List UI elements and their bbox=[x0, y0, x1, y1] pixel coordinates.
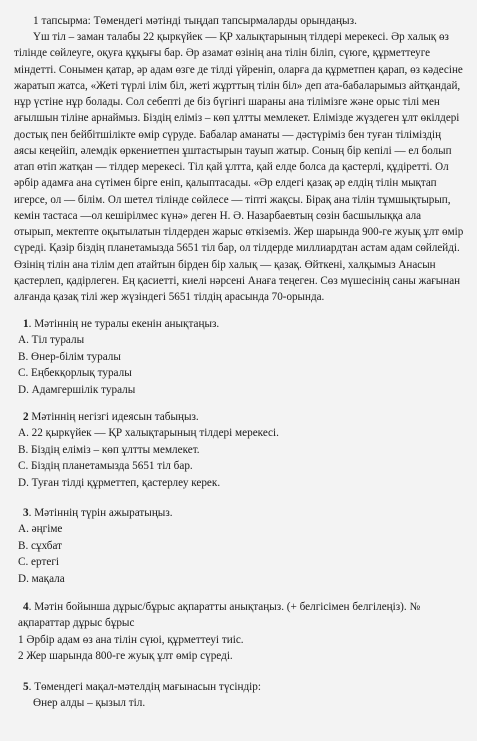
answer-option-c: C. Еңбекқорлық туралы bbox=[18, 367, 132, 379]
passage-line: аясы кеңейіп, әлемдік өркениетпен ұштастырын тауып жатыр. Соның бір кепілі — ел болып bbox=[14, 144, 452, 157]
question-title bbox=[18, 599, 420, 615]
answer-option-c: C. Біздің планетамызда 5651 тіл бар. bbox=[18, 460, 193, 472]
question-text: Мәтіннің негізгі идеясын табыңыз. bbox=[28, 411, 199, 423]
passage-line: алғанда қазақ тілі жер жүзіндегі 5651 тілдің арасында 70-орында. bbox=[14, 291, 325, 304]
question-number: 5 bbox=[23, 681, 29, 693]
question-title bbox=[18, 505, 173, 521]
question-3 bbox=[18, 505, 173, 587]
question-title bbox=[18, 679, 261, 695]
question-title bbox=[18, 409, 279, 425]
passage-line: достық пен бейбітшілікте өмір сүруде. Бабалар аманаты — дәстүріміз бен туған тіліміздің bbox=[14, 128, 442, 141]
answer-option-d: D. мақала bbox=[18, 572, 65, 585]
passage-line: кемін тастаса —ол кешірілмес күнә» деген Н. Ә. Назарбаевтың сөзін басшылыққа ала bbox=[14, 209, 422, 222]
answer-option-a: A. Тіл туралы bbox=[18, 334, 85, 346]
passage-text bbox=[0, 29, 477, 306]
passage-line: тілінде сөйлеуге, оқуға құқығы бар. Әр азамат өзінің ана тілін біліп, сүюге, құрметтеуге bbox=[14, 47, 431, 60]
answer-option-a: A. 22 қыркүйек — ҚР халықтарының тілдері мерекесі. bbox=[18, 427, 279, 439]
answer-option-b: B. сұхбат bbox=[18, 539, 63, 552]
answer-option-c: C. ертегі bbox=[18, 556, 60, 568]
question-title bbox=[18, 316, 219, 332]
passage-line: міндетті. Сонымен қатар, әр адам өзге де тілді үйреніп, оларға да құрметпен қарап, өз кәдесіне bbox=[14, 63, 463, 76]
question-text: . Төмендегі мақал-мәтелдің мағынасын түсіндір: bbox=[28, 681, 261, 693]
question-number: 2 bbox=[23, 411, 29, 423]
proverb-text: Өнер алды – қызыл тіл. bbox=[33, 697, 146, 709]
passage-line: әрбір адамға ана сүтімен бірге еніп, қалыптасады. «Әр елдегі қазақ әр елдің тілін мықтап bbox=[14, 177, 437, 190]
passage-line: Өзінің тілін ана тілім деп атайтын бірден бір халық — қазақ. Өйткені, халқымыз Анасын bbox=[14, 258, 436, 271]
question-number: 4 bbox=[23, 601, 29, 613]
answer-option-b: B. Біздің еліміз – көп ұлтты мемлекет. bbox=[18, 443, 200, 456]
question-subtitle: ақпараттар дұрыс бұрыс bbox=[18, 617, 135, 629]
answer-option-d: D. Адамгершілік туралы bbox=[18, 383, 136, 396]
task-title: 1 тапсырма: Төмендегі мәтінді тыңдап тапсырмаларды орындаңыз. bbox=[33, 15, 357, 27]
passage-line: ағылшын тіліне арнаймыз. Біздің еліміз – көп ұлтты мемлекет. Елімізде жүздеген ұлт өкілдері bbox=[14, 112, 460, 125]
passage-line: отырып, мектепте оқытылатын тілдерден жарыс өткіземіз. Жер шарында 900-ге жуық ұлт өмір bbox=[14, 226, 464, 239]
question-2 bbox=[18, 409, 279, 491]
true-false-statement: 2 Жер шарында 800-ге жуық ұлт өмір сүреді. bbox=[18, 650, 233, 662]
passage-line: Үш тіл – заман талабы 22 қыркүйек — ҚР халықтарының тілдері мерекесі. Әр халық өз bbox=[33, 31, 449, 43]
question-4 bbox=[18, 599, 420, 665]
question-text: . Мәтіннің түрін ажыратыңыз. bbox=[28, 507, 173, 519]
question-number: 3 bbox=[23, 507, 29, 519]
question-number: 1 bbox=[23, 318, 29, 330]
passage-line: сүреді. Қазір біздің планетамызда 5651 тіл бар, ол тілдерде миллиардтан астам адам сөйлейді. bbox=[14, 242, 460, 255]
answer-option-b: B. Өнер-білім туралы bbox=[18, 350, 121, 363]
answer-option-d: D. Туған тілді құрметтеп, қастерлеу керек. bbox=[18, 476, 221, 489]
passage-line: игерсе, ол — білім. Ол шетел тілінде сөйлесе — тіпті жақсы. Бірақ ана тілін тұмшықтырып, bbox=[14, 193, 451, 206]
question-1 bbox=[18, 316, 219, 398]
passage-line: қастерлеп, қадірлеген. Ең қасиетті, киелі нәрсені Анаға теңеген. Сөз мүшесінің саны жағынан bbox=[14, 274, 461, 287]
true-false-statement: 1 Әрбір адам өз ана тілін сүюі, құрметтеуі тиіс. bbox=[18, 633, 244, 646]
question-text: . Мәтіннің не туралы екенін анықтаңыз. bbox=[28, 318, 220, 330]
passage-line: нұр үстіне нұр болады. Сол себепті де біз бүгінгі шараны ана тілімізге және орыс тілі мен bbox=[14, 96, 440, 109]
passage-line: жаратып жатса, «Жеті түрлі ілім біл, жеті жұрттың тілін біл» деп ата-бабаларымыз айтқандай, bbox=[14, 79, 461, 92]
passage-line: атап өтіп жатқан — тілдер мерекесі. Тіл қай ұлтта, қай елде болса да қастерлі, құдіретті. Ол bbox=[14, 161, 449, 174]
answer-option-a: A. әңгіме bbox=[18, 523, 63, 535]
question-5 bbox=[18, 679, 261, 711]
question-text: . Мәтін бойынша дұрыс/бұрыс ақпаратты анықтаңыз. (+ белгісімен белгілеңіз). № bbox=[28, 601, 421, 613]
